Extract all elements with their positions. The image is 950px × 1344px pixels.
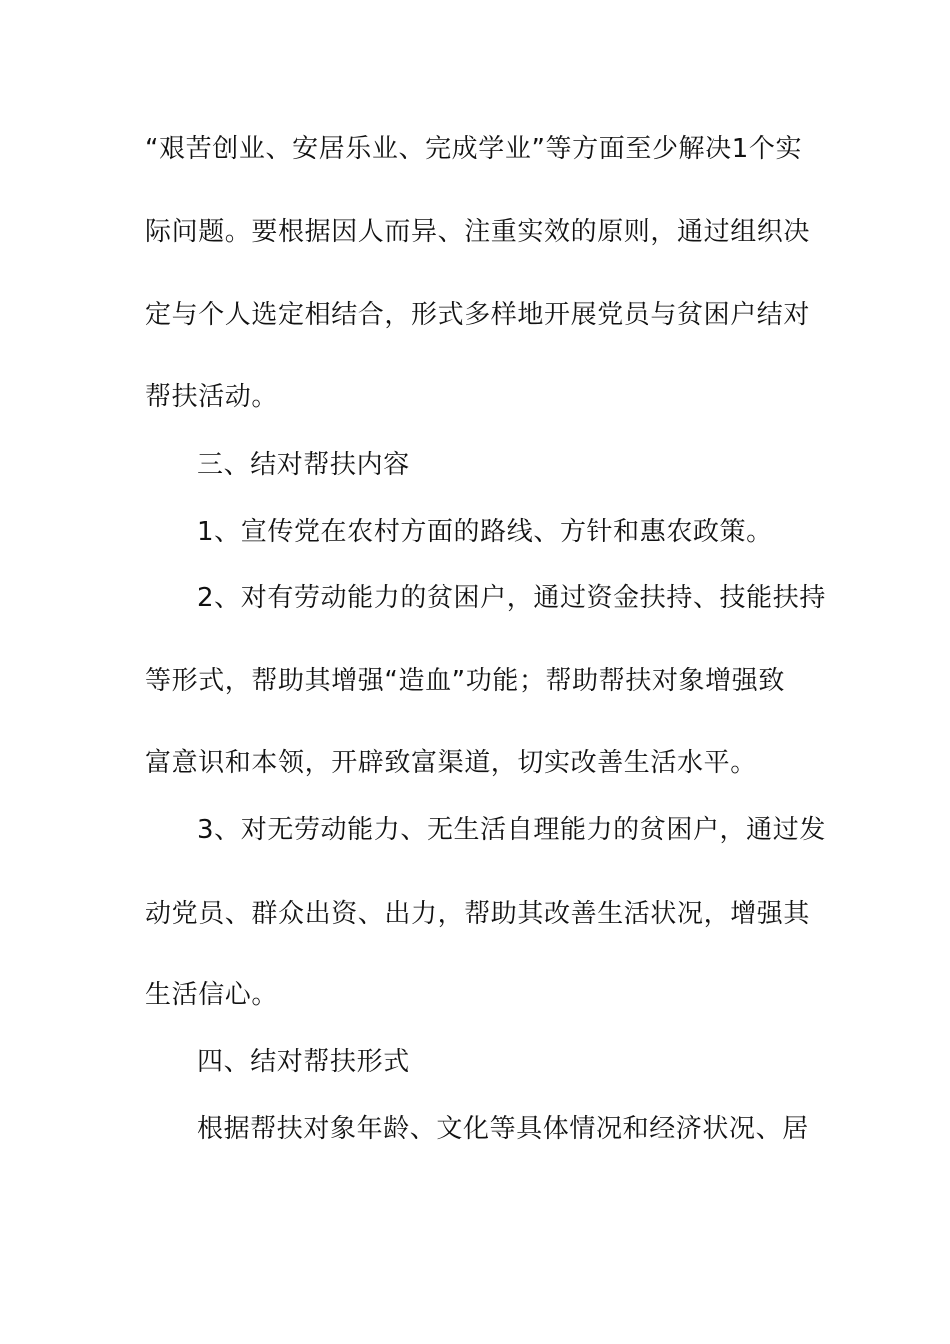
paragraph-line-3: 定与个人选定相结合，形式多样地开展党员与贫困户结对: [145, 300, 811, 330]
list-item-3-line-1: 3、对无劳动能力、无生活自理能力的贫困户，通过发: [197, 815, 826, 845]
paragraph-line-2: 际问题。要根据因人而异、注重实效的原则，通过组织决: [145, 217, 811, 247]
paragraph-line-1: “艰苦创业、安居乐业、完成学业”等方面至少解决1个实: [145, 134, 803, 164]
paragraph-line-final: 根据帮扶对象年龄、文化等具体情况和经济状况、居: [197, 1114, 809, 1144]
list-item-2-line-3: 富意识和本领，开辟致富渠道，切实改善生活水平。: [145, 748, 757, 778]
list-item-2-line-1: 2、对有劳动能力的贫困户，通过资金扶持、技能扶持: [197, 583, 826, 613]
section-heading-3: 三、结对帮扶内容: [197, 450, 410, 480]
list-item-1: 1、宣传党在农村方面的路线、方针和惠农政策。: [197, 517, 773, 547]
list-item-3-line-2: 动党员、群众出资、出力，帮助其改善生活状况，增强其: [145, 899, 811, 929]
list-item-2-line-2: 等形式，帮助其增强“造血”功能；帮助帮扶对象增强致: [145, 666, 785, 696]
section-heading-4: 四、结对帮扶形式: [197, 1047, 410, 1077]
list-item-3-line-3: 生活信心。: [145, 980, 279, 1010]
paragraph-line-4: 帮扶活动。: [145, 382, 279, 412]
